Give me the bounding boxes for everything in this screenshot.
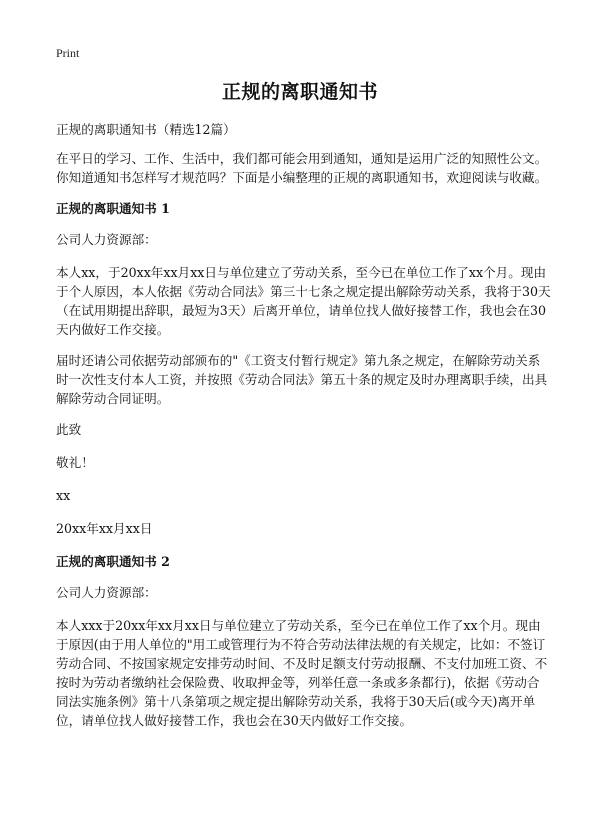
intro-paragraph: 在平日的学习、工作、生活中，我们都可能会用到通知，通知是运用广泛的知照性公文。你知道通知书怎样写才规范吗？下面是小编整理的正规的离职通知书，欢迎阅读与收藏。 (56, 151, 548, 185)
section-heading: 正规的离职通知书 1 (56, 201, 170, 216)
letter-section-1 (56, 199, 552, 538)
document-subtitle: 正规的离职通知书（精选12篇） (56, 122, 236, 137)
letter-paragraph: 本人xx，于20xx年xx月xx日与单位建立了劳动关系，至今已在单位工作了xx个月。现由于个人原因，本人依据《劳动合同法》第三十七条之规定提出解除劳动关系，我将于30天（在试用期提出辞职，最短为3天）后离开单位，请单位找人做好接替工作，我也会在30天内做好工作交接。 (56, 265, 551, 337)
letter-section-2 (56, 552, 552, 730)
letter-salutation: 敬礼！ (56, 455, 94, 470)
print-link[interactable]: Print (56, 46, 80, 60)
letter-signature: xx (56, 488, 71, 503)
letter-paragraph: 本人xxx于20xx年xx月xx日与单位建立了劳动关系，至今已在单位工作了xx个月。现由于原因(由于用人单位的"用工或管理行为不符合劳动法律法规的有关规定，比如：不签订劳动合同、不按国家规定安排劳动时间、不及时足额支付劳动报酬、不支付加班工资、不按时为劳动者缴纳社会保险费、收取押金等，列举任意一条或多条都行)，依据《劳动合同法实施条例》第十八条第项之规定提出解除劳动关系，我将于30天后(或今天)离开单位，请单位找人做好接替工作，我也会在30天内做好工作交接。 (56, 618, 548, 728)
page-title: 正规的离职通知书 (221, 81, 378, 103)
document-body (56, 120, 552, 742)
letter-closing: 此致 (56, 422, 82, 437)
letter-paragraph: 届时还请公司依据劳动部颁布的"《工资支付暂行规定》第九条之规定，在解除劳动关系时一次性支付本人工资，并按照《劳动合同法》第五十条的规定及时办理离职手续，出具解除劳动合同证明。 (56, 353, 548, 406)
letter-date: 20xx年xx月xx日 (56, 521, 153, 536)
section-heading: 正规的离职通知书 2 (56, 554, 170, 569)
letter-greeting: 公司人力资源部： (56, 232, 157, 247)
letter-greeting: 公司人力资源部： (56, 585, 157, 600)
